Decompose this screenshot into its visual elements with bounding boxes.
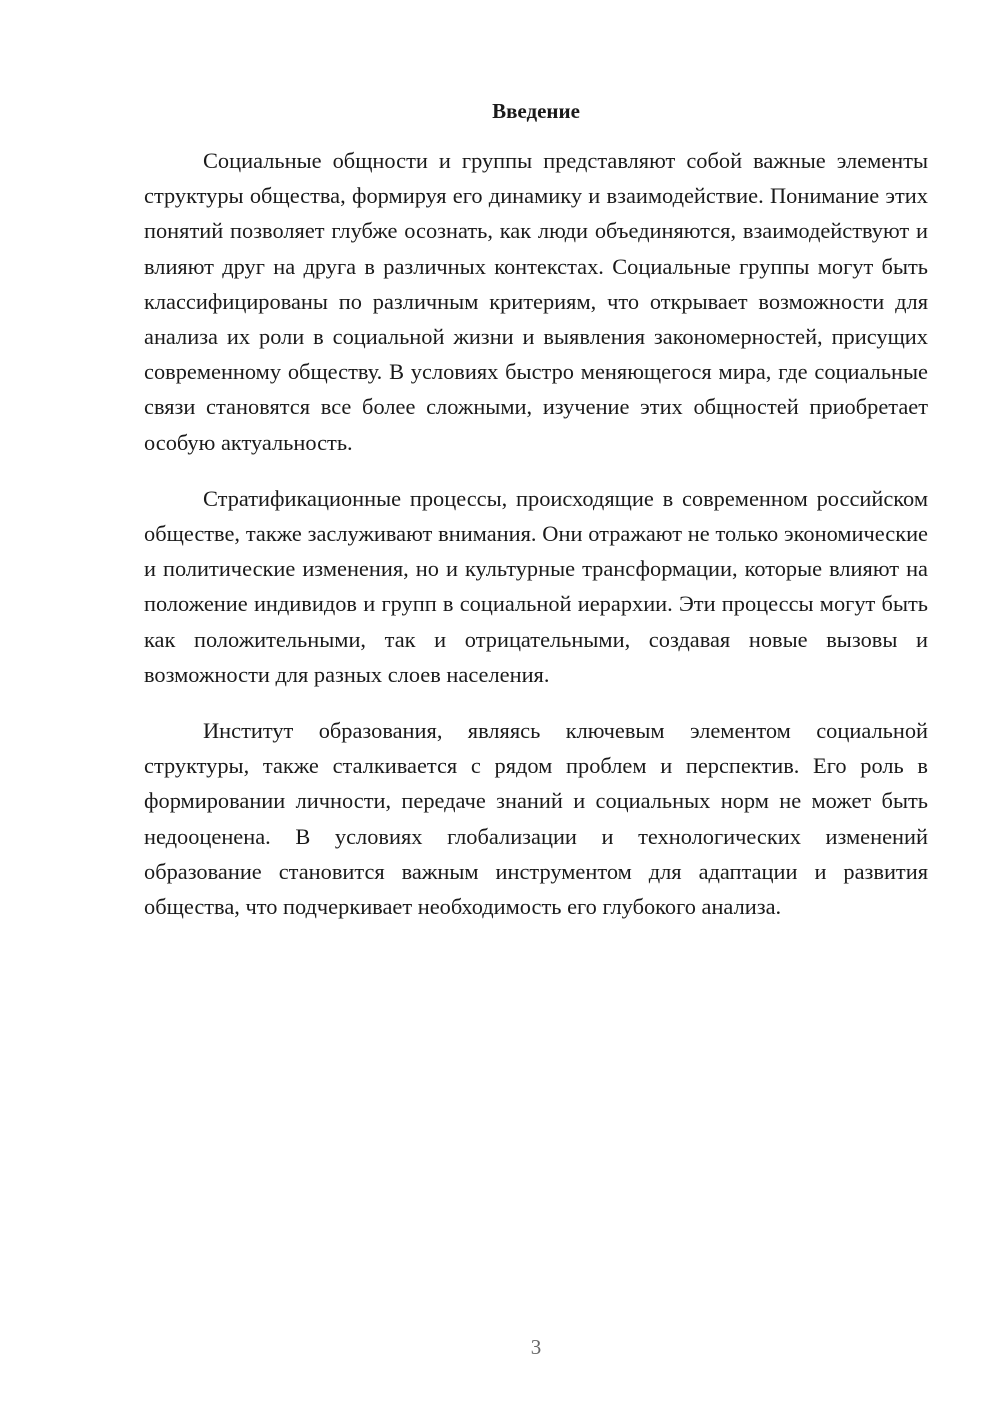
paragraph: Стратификационные процессы, происходящие в современном российском обществе, также заслуживают внимания. Они отражают не только экономические и политические изменения, но и культурные трансформации, которые влияют на положение индивидов и групп в социальной иерархии. Эти процессы могут быть как положительными, так и отрицательными, создавая новые вызовы и возможности для разных слоев населения. bbox=[144, 485, 928, 687]
paragraph: Социальные общности и группы представляют собой важные элементы структуры общества, формируя его динамику и взаимодействие. Понимание этих понятий позволяет глубже осознать, как люди объединяются, взаимодействуют и влияют друг на друга в различных контекстах. Социальные группы могут быть классифицированы по различным критериям, что открывает возможности для анализа их роли в социальной жизни и выявления закономерностей, присущих современному обществу. В условиях быстро меняющегося мира, где социальные связи становятся все более сложными, изучение этих общностей приобретает особую актуальность. bbox=[144, 148, 928, 455]
body-text bbox=[144, 143, 928, 945]
page-number: 3 bbox=[530, 1335, 542, 1359]
paragraph: Институт образования, являясь ключевым элементом социальной структуры, также сталкивается с рядом проблем и перспектив. Его роль в формировании личности, передаче знаний и социальных норм не может быть недооценена. В условиях глобализации и технологических изменений образование становится важным инструментом для адаптации и развития общества, что подчеркивает необходимость его глубокого анализа. bbox=[144, 718, 928, 920]
page-title: Введение bbox=[492, 99, 580, 123]
